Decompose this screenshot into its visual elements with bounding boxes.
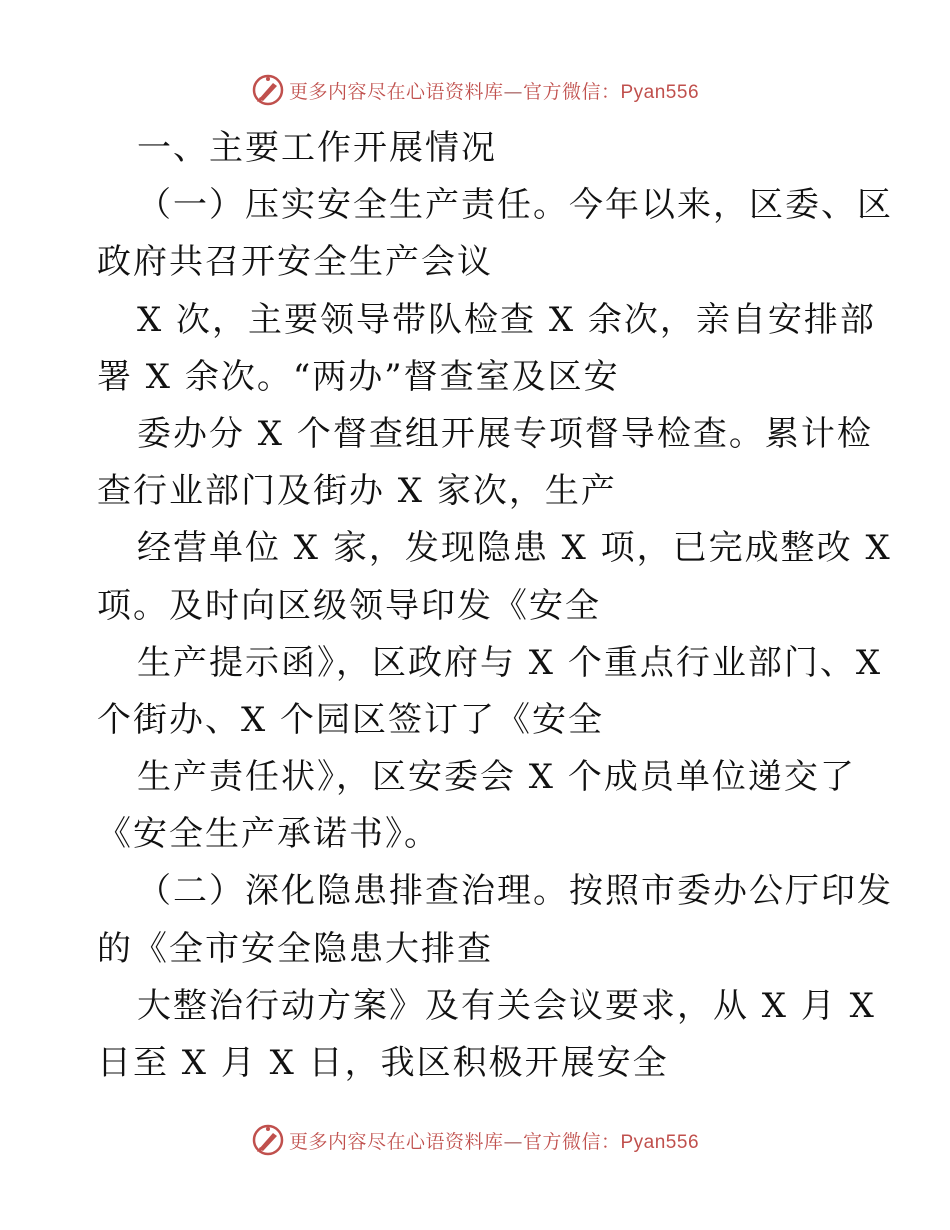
paragraph-line: 的《全市安全隐患大排查: [97, 928, 493, 969]
paragraph-line: X 次，主要领导带队检查 X 余次，亲自安排部: [137, 299, 876, 340]
paragraph-line: 经营单位 X 家，发现隐患 X 项，已完成整改 X: [137, 528, 892, 569]
footer-banner-text: [289, 1127, 699, 1154]
banner-separator: —: [503, 80, 523, 103]
paragraph-line: 大整治行动方案》及有关会议要求，从 X 月 X: [137, 985, 876, 1026]
banner-title: 更多内容尽在心语资料库: [288, 1130, 504, 1153]
heading-line: 一、主要工作开展情况: [137, 128, 497, 168]
banner-wechat-id: Pyan556: [620, 81, 700, 103]
paragraph-line: 《安全生产承诺书》。: [97, 814, 440, 855]
footer-banner: [0, 1120, 950, 1160]
paragraph-line: 政府共召开安全生产会议: [97, 242, 493, 283]
pen-logo-icon: [251, 73, 285, 107]
banner-wechat-id: Pyan556: [620, 1131, 700, 1153]
paragraph-line: 委办分 X 个督查组开展专项督导检查。累计检: [137, 413, 873, 454]
banner-suffix: 官方微信：: [522, 80, 621, 103]
paragraph-line: 个街办、X 个园区签订了《安全: [97, 699, 605, 740]
banner-suffix: 官方微信：: [522, 1130, 621, 1153]
paragraph-line: （一）压实安全生产责任。今年以来，区委、区: [137, 185, 893, 226]
document-body: [97, 120, 893, 1092]
pen-logo-icon: [251, 1123, 285, 1157]
header-banner: [0, 70, 950, 110]
paragraph-line: 项。及时向区级领导印发《安全: [97, 585, 601, 626]
paragraph-line: 日至 X 月 X 日，我区积极开展安全: [97, 1043, 669, 1083]
header-banner-text: [289, 77, 699, 104]
paragraph-line: 署 X 余次。“两办”督查室及区安: [97, 356, 620, 397]
banner-separator: —: [503, 1130, 523, 1153]
paragraph-line: 生产提示函》，区政府与 X 个重点行业部门、X: [137, 642, 883, 683]
paragraph-line: 查行业部门及街办 X 家次，生产: [97, 471, 617, 512]
banner-title: 更多内容尽在心语资料库: [288, 80, 504, 103]
paragraph-line: （二）深化隐患排查治理。按照市委办公厅印发: [137, 871, 893, 912]
paragraph-line: 生产责任状》，区安委会 X 个成员单位递交了: [137, 757, 856, 798]
